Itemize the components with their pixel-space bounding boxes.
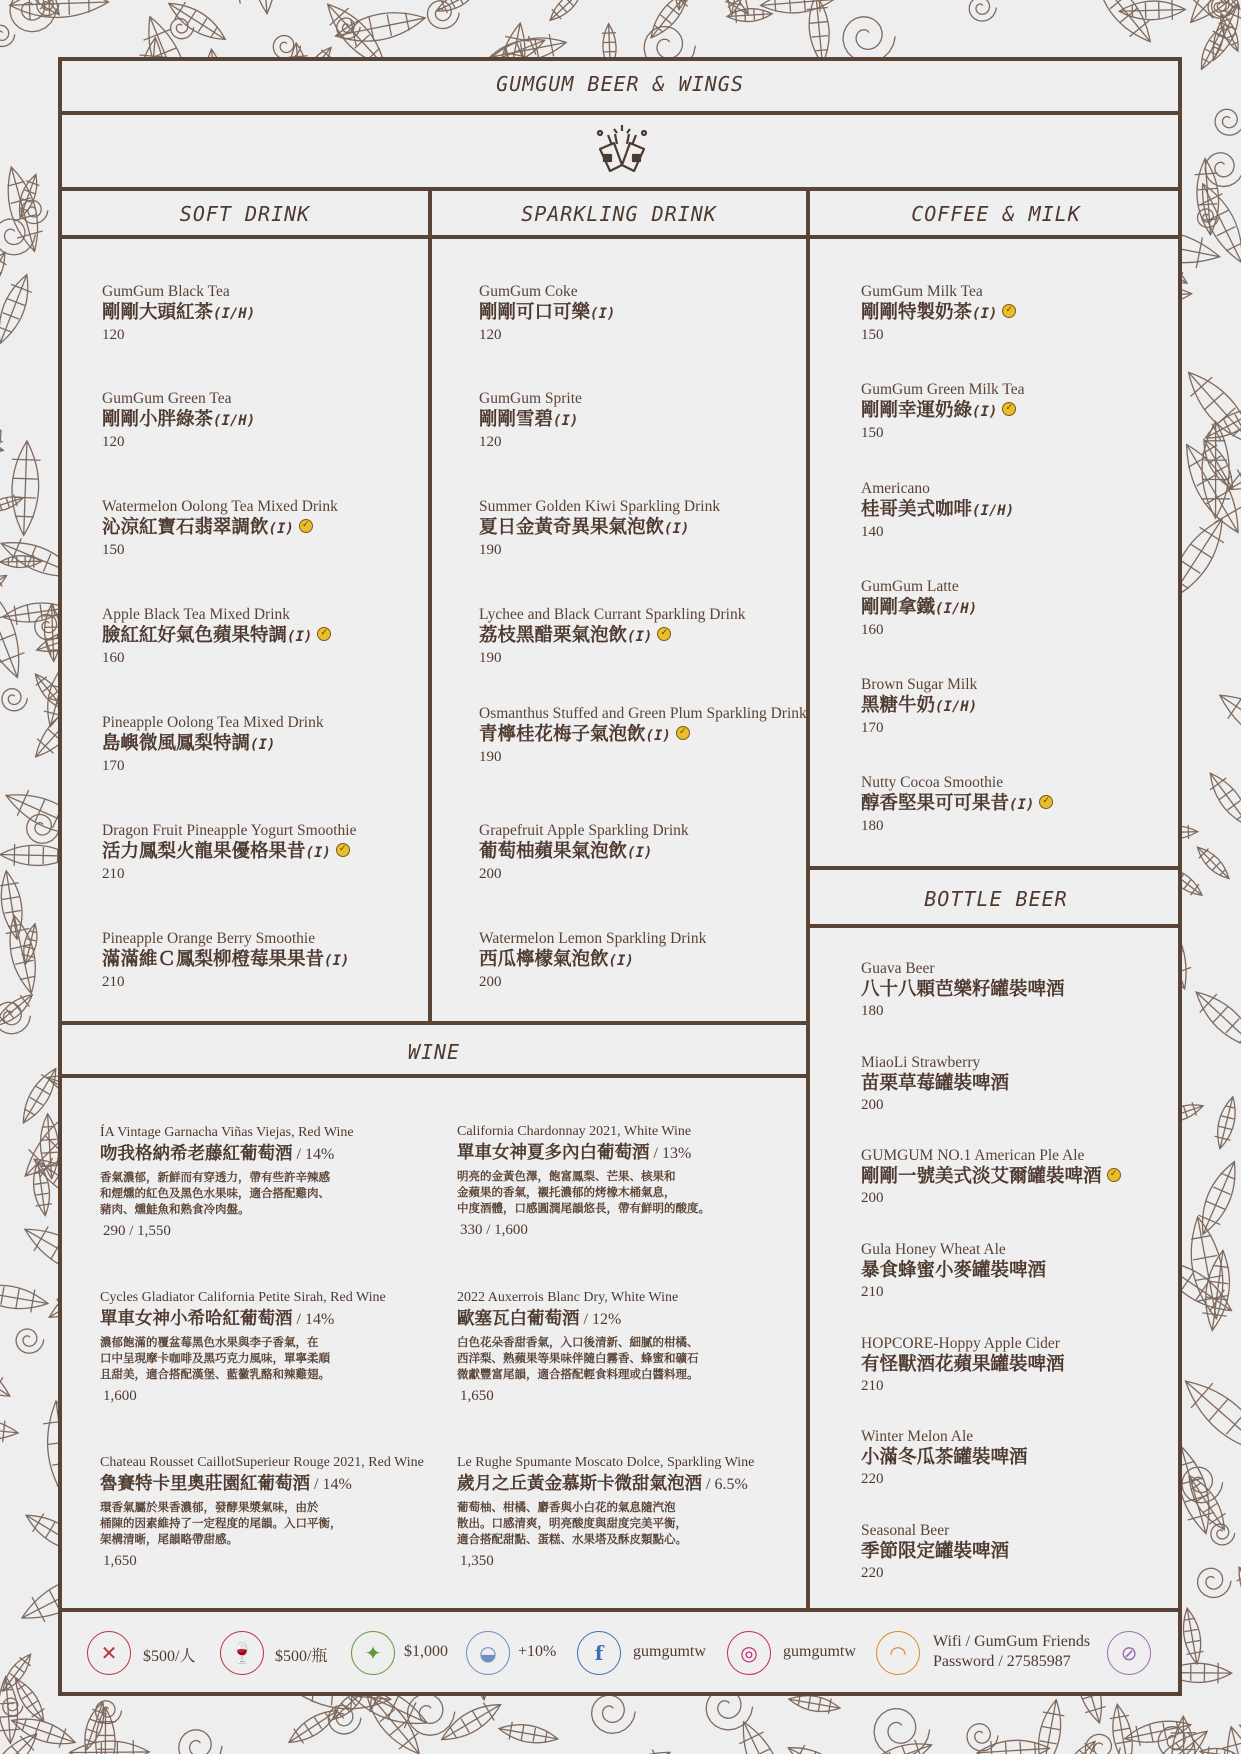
no-outside-food-icon: ⊘ — [1107, 1631, 1151, 1675]
section-title-soft-drink: SOFT DRINK — [179, 202, 311, 226]
recommended-icon: ✓ — [657, 627, 671, 641]
menu-item — [861, 1427, 1201, 1489]
wine-abv: / 14% — [310, 1476, 352, 1493]
wifi-password-line: Password / 27585987 — [933, 1653, 1071, 1670]
item-chinese-name: 有怪獸酒花蘋果罐裝啤酒 — [861, 1354, 1065, 1375]
item-english-name: GumGum Coke — [479, 283, 578, 300]
wine-english-name: ÍA Vintage Garnacha Viñas Viejas, Red Wine — [100, 1125, 354, 1140]
item-chinese-name: 葡萄柚蘋果氣泡飲(I) — [479, 841, 653, 862]
item-english-name: Americano — [861, 480, 930, 497]
item-english-name: Pineapple Oolong Tea Mixed Drink — [102, 714, 324, 731]
recommended-icon: ✓ — [1039, 795, 1053, 809]
item-chinese-name: 臉紅紅好氣色蘋果特調(I) ✓ — [102, 624, 442, 649]
recommended-icon: ✓ — [317, 627, 331, 641]
menu-item — [861, 1334, 1201, 1396]
menu-item — [479, 821, 819, 884]
menu-item — [102, 497, 442, 560]
recommended-icon: ✓ — [299, 519, 313, 533]
footer-label: $500/人 — [143, 1648, 196, 1665]
temperature-tag: (I) — [627, 845, 653, 861]
wine-item — [100, 1289, 450, 1406]
footer-label: gumgumtw — [633, 1643, 706, 1660]
menu-item — [102, 821, 442, 884]
recommended-icon: ✓ — [1002, 402, 1016, 416]
wine-item — [457, 1454, 807, 1571]
item-chinese-name: 剛剛大頭紅茶(I/H) — [102, 302, 256, 323]
item-price: 200 — [479, 974, 502, 990]
wine-chinese-name: 單車女神夏多內白葡萄酒 / 13% — [457, 1143, 692, 1163]
section-title-sparkling-drink: SPARKLING DRINK — [521, 202, 717, 226]
item-price: 210 — [102, 866, 125, 882]
item-price: 170 — [861, 720, 884, 736]
item-chinese-name: 剛剛幸運奶綠(I) ✓ — [861, 399, 1201, 424]
item-price: 180 — [861, 1003, 884, 1019]
temperature-tag: (I) — [1009, 797, 1035, 813]
wine-english-name: 2022 Auxerrois Blanc Dry, White Wine — [457, 1290, 679, 1305]
wine-abv: / 12% — [579, 1311, 622, 1328]
divider — [58, 111, 1182, 115]
item-chinese-name: 八十八顆芭樂籽罐裝啤酒 — [861, 979, 1065, 1000]
item-english-name: Summer Golden Kiwi Sparkling Drink — [479, 498, 721, 515]
item-price: 180 — [861, 818, 884, 834]
item-chinese-name: 荔枝黑醋栗氣泡飲(I) ✓ — [479, 624, 819, 649]
item-price: 140 — [861, 524, 884, 540]
item-price: 210 — [102, 974, 125, 990]
wifi-info-line: Wifi / GumGum Friends — [933, 1633, 1091, 1650]
wine-description: 香氣濃郁，新鮮而有穿透力，帶有些許辛辣感 和煙燻的紅色及黑色水果味，適合搭配雞肉、 豬肉、燻鮭魚和熟食冷肉盤。 — [100, 1170, 330, 1216]
item-price: 200 — [861, 1190, 884, 1206]
item-chinese-name: 沁涼紅寶石翡翠調飲(I) ✓ — [102, 516, 442, 541]
item-english-name: Watermelon Oolong Tea Mixed Drink — [102, 498, 338, 515]
wine-description: 葡萄柚、柑橘、麝香與小白花的氣息隨汽泡 散出。口感清爽，明亮酸度與甜度完美平衡， 適合搭配甜點、蛋糕、水果塔及酥皮類點心。 — [457, 1500, 687, 1546]
item-price: 200 — [479, 866, 502, 882]
item-english-name: Lychee and Black Currant Sparkling Drink — [479, 606, 746, 623]
footer-label: gumgumtw — [783, 1643, 856, 1660]
temperature-tag: (I/H) — [935, 699, 978, 715]
item-price: 190 — [479, 749, 502, 765]
item-chinese-name: 黑糖牛奶(I/H) — [861, 695, 978, 716]
wine-description: 濃郁飽滿的覆盆莓黑色水果與李子香氣，在 口中呈現摩卡咖啡及黑巧克力風味，單寧柔順 且甜美，適合搭配漢堡、藍黴乳酪和辣雞翅。 — [100, 1335, 330, 1381]
menu-item — [861, 773, 1201, 836]
section-title-wine: WINE — [407, 1040, 461, 1064]
menu-item — [861, 675, 1201, 738]
temperature-tag: (I) — [324, 953, 350, 969]
item-english-name: GUMGUM NO.1 American Ple Ale — [861, 1147, 1085, 1164]
facebook-icon[interactable]: f — [577, 1631, 621, 1675]
item-chinese-name: 小滿冬瓜茶罐裝啤酒 — [861, 1447, 1028, 1468]
wine-chinese-name: 歲月之丘黃金慕斯卡微甜氣泡酒 / 6.5% — [457, 1474, 748, 1494]
item-english-name: Apple Black Tea Mixed Drink — [102, 606, 291, 623]
wine-description: 明亮的金黃色澤，飽富鳳梨、芒果、核果和 金蘋果的香氣，襯托濃郁的烤橡木桶氣息， 中度酒體，口感圓潤尾韻悠長，帶有鮮明的酸度。 — [457, 1169, 710, 1215]
wine-english-name: Cycles Gladiator California Petite Sirah, Red Wine — [100, 1290, 386, 1305]
wine-english-name: California Chardonnay 2021, White Wine — [457, 1124, 692, 1139]
item-chinese-name: 青檸桂花梅子氣泡飲(I) ✓ — [479, 723, 819, 748]
wifi-icon: ◠ — [876, 1631, 920, 1675]
item-price: 150 — [861, 425, 884, 441]
menu-item — [102, 929, 442, 992]
temperature-tag: (I) — [972, 306, 998, 322]
item-english-name: Pineapple Orange Berry Smoothie — [102, 930, 316, 947]
item-chinese-name: 剛剛雪碧(I) — [479, 409, 579, 430]
temperature-tag: (I/H) — [213, 306, 256, 322]
menu-item — [479, 605, 819, 668]
item-chinese-name: 苗栗草莓罐裝啤酒 — [861, 1073, 1010, 1094]
menu-item — [479, 497, 819, 560]
item-english-name: MiaoLi Strawberry — [861, 1054, 981, 1071]
item-english-name: GumGum Black Tea — [102, 283, 230, 300]
menu-item — [102, 282, 442, 345]
wine-chinese-name: 吻我格納希老藤紅葡萄酒 / 14% — [100, 1144, 335, 1164]
menu-item — [861, 959, 1201, 1021]
item-price: 120 — [479, 434, 502, 450]
item-english-name: Osmanthus Stuffed and Green Plum Sparkling Drink — [479, 705, 807, 722]
wine-item — [100, 1454, 450, 1571]
footer-label: $500/瓶 — [275, 1648, 328, 1665]
temperature-tag: (I) — [250, 737, 276, 753]
item-price: 220 — [861, 1565, 884, 1581]
wine-abv: / 13% — [649, 1145, 692, 1162]
wine-price: 1,650 — [103, 1553, 137, 1569]
wine-english-name: Le Rughe Spumante Moscato Dolce, Sparkling Wine — [457, 1455, 755, 1470]
item-price: 210 — [861, 1284, 884, 1300]
temperature-tag: (I/H) — [213, 413, 256, 429]
recommended-icon: ✓ — [1002, 304, 1016, 318]
menu-item — [479, 929, 819, 992]
recommended-icon: ✓ — [336, 843, 350, 857]
item-chinese-name: 桂哥美式咖啡(I/H) — [861, 499, 1015, 520]
wine-description: 白色花朵香甜香氣，入口後清新、細膩的柑橘、 西洋梨、熟蘋果等果味伴隨白霧香、蜂蜜和礦石 微獻豐富尾韻，適合搭配輕食料理或白醬料理。 — [457, 1335, 699, 1381]
item-chinese-name: 剛剛一號美式淡艾爾罐裝啤酒 ✓ — [861, 1165, 1201, 1189]
section-title-bottle-beer: BOTTLE BEER — [924, 887, 1068, 911]
wine-price: 290 / 1,550 — [103, 1223, 171, 1239]
divider — [58, 235, 1182, 239]
wine-chinese-name: 魯賽特卡里奧莊園紅葡萄酒 / 14% — [100, 1474, 352, 1494]
item-price: 150 — [102, 542, 125, 558]
wine-abv: / 14% — [292, 1311, 335, 1328]
utensils-icon: ✕ — [87, 1631, 131, 1675]
recommended-icon: ✓ — [676, 726, 690, 740]
temperature-tag: (I) — [305, 845, 331, 861]
beer-cheers-icon — [592, 121, 652, 181]
item-english-name: Winter Melon Ale — [861, 1428, 974, 1445]
menu-item — [861, 1053, 1201, 1115]
menu-item — [861, 577, 1201, 640]
wine-price: 1,350 — [460, 1553, 494, 1569]
menu-item — [861, 282, 1201, 345]
item-chinese-name: 活力鳳梨火龍果優格果昔(I) ✓ — [102, 840, 442, 865]
menu-item — [102, 605, 442, 668]
section-title-coffee-milk: COFFEE & MILK — [911, 202, 1081, 226]
menu-item — [102, 389, 442, 452]
divider — [58, 1074, 810, 1078]
temperature-tag: (I/H) — [972, 503, 1015, 519]
menu-item — [861, 479, 1201, 542]
divider — [806, 924, 1182, 928]
item-english-name: GumGum Milk Tea — [861, 283, 983, 300]
menu-item — [861, 1521, 1201, 1583]
temperature-tag: (I) — [627, 629, 653, 645]
menu-item — [861, 1240, 1201, 1302]
temperature-tag: (I) — [972, 404, 998, 420]
footer-label: $1,000 — [404, 1643, 448, 1660]
menu-item — [479, 704, 819, 767]
wine-price: 1,650 — [460, 1388, 494, 1404]
item-price: 170 — [102, 758, 125, 774]
temperature-tag: (I) — [553, 413, 579, 429]
menu-item — [479, 282, 819, 345]
wine-item — [457, 1289, 807, 1406]
divider — [58, 1608, 1182, 1612]
wine-item — [100, 1124, 450, 1241]
instagram-icon[interactable]: ◎ — [727, 1631, 771, 1675]
wine-item — [457, 1123, 807, 1240]
item-chinese-name: 剛剛小胖綠茶(I/H) — [102, 409, 256, 430]
wine-description: 環香氣屬於果香濃郁，發酵果漿氣味，由於 桶陳的因素維持了一定程度的尾韻。入口平衡， 架構清晰，尾韻略帶甜感。 — [100, 1500, 342, 1546]
temperature-tag: (I/H) — [935, 601, 978, 617]
temperature-tag: (I) — [268, 521, 294, 537]
divider — [806, 866, 1182, 870]
item-chinese-name: 剛剛拿鐵(I/H) — [861, 597, 978, 618]
item-chinese-name: 夏日金黃奇異果氣泡飲(I) — [479, 517, 690, 538]
item-chinese-name: 剛剛特製奶茶(I) ✓ — [861, 301, 1201, 326]
temperature-tag: (I) — [590, 306, 616, 322]
menu-item — [861, 380, 1201, 443]
menu-item — [861, 1146, 1201, 1208]
service-cloche-icon: ◒ — [466, 1631, 510, 1675]
item-english-name: GumGum Green Tea — [102, 390, 232, 407]
item-price: 120 — [102, 327, 125, 343]
item-chinese-name: 醇香堅果可可果昔(I) ✓ — [861, 792, 1201, 817]
item-english-name: Watermelon Lemon Sparkling Drink — [479, 930, 707, 947]
item-price: 190 — [479, 650, 502, 666]
item-price: 190 — [479, 542, 502, 558]
item-english-name: Dragon Fruit Pineapple Yogurt Smoothie — [102, 822, 357, 839]
item-chinese-name: 季節限定罐裝啤酒 — [861, 1541, 1010, 1562]
wine-abv: / 14% — [292, 1146, 335, 1163]
wine-chinese-name: 歐塞瓦白葡萄酒 / 12% — [457, 1309, 622, 1329]
wine-chinese-name: 單車女神小希哈紅葡萄酒 / 14% — [100, 1309, 335, 1329]
item-english-name: Brown Sugar Milk — [861, 676, 978, 693]
item-price: 220 — [861, 1471, 884, 1487]
item-price: 160 — [102, 650, 125, 666]
divider — [58, 187, 1182, 191]
item-english-name: Gula Honey Wheat Ale — [861, 1241, 1006, 1258]
temperature-tag: (I) — [664, 521, 690, 537]
menu-item — [479, 389, 819, 452]
menu-title: GUMGUM BEER & WINGS — [496, 72, 744, 96]
item-chinese-name: 滿滿維Ｃ鳳梨柳橙莓果果昔(I) — [102, 949, 350, 970]
temperature-tag: (I) — [287, 629, 313, 645]
wine-english-name: Chateau Rousset CaillotSuperieur Rouge 2021, Red Wine — [100, 1455, 424, 1470]
item-english-name: GumGum Sprite — [479, 390, 582, 407]
temperature-tag: (I) — [645, 728, 671, 744]
item-chinese-name: 暴食蜂蜜小麥罐裝啤酒 — [861, 1260, 1047, 1281]
item-chinese-name: 剛剛可口可樂(I) — [479, 302, 616, 323]
wine-abv: / 6.5% — [702, 1476, 748, 1493]
item-english-name: Nutty Cocoa Smoothie — [861, 774, 1004, 791]
item-chinese-name: 西瓜檸檬氣泡飲(I) — [479, 949, 634, 970]
item-price: 160 — [861, 622, 884, 638]
wine-price: 1,600 — [103, 1388, 137, 1404]
item-english-name: Seasonal Beer — [861, 1522, 950, 1539]
item-chinese-name: 島嶼微風鳳梨特調(I) — [102, 733, 276, 754]
item-price: 120 — [479, 327, 502, 343]
menu-item — [102, 713, 442, 776]
item-price: 120 — [102, 434, 125, 450]
item-english-name: HOPCORE-Hoppy Apple Cider — [861, 1335, 1060, 1352]
wine-price: 330 / 1,600 — [460, 1222, 528, 1238]
item-english-name: GumGum Green Milk Tea — [861, 381, 1025, 398]
divider — [58, 1021, 810, 1025]
wine-bottle-icon: 🍷 — [220, 1631, 264, 1675]
item-price: 150 — [861, 327, 884, 343]
corkage-icon: ✦ — [351, 1631, 395, 1675]
item-price: 200 — [861, 1097, 884, 1113]
item-english-name: Grapefruit Apple Sparkling Drink — [479, 822, 689, 839]
item-english-name: Guava Beer — [861, 960, 935, 977]
temperature-tag: (I) — [608, 953, 634, 969]
recommended-icon: ✓ — [1107, 1168, 1121, 1182]
footer-label: +10% — [518, 1643, 557, 1660]
item-english-name: GumGum Latte — [861, 578, 959, 595]
item-price: 210 — [861, 1378, 884, 1394]
